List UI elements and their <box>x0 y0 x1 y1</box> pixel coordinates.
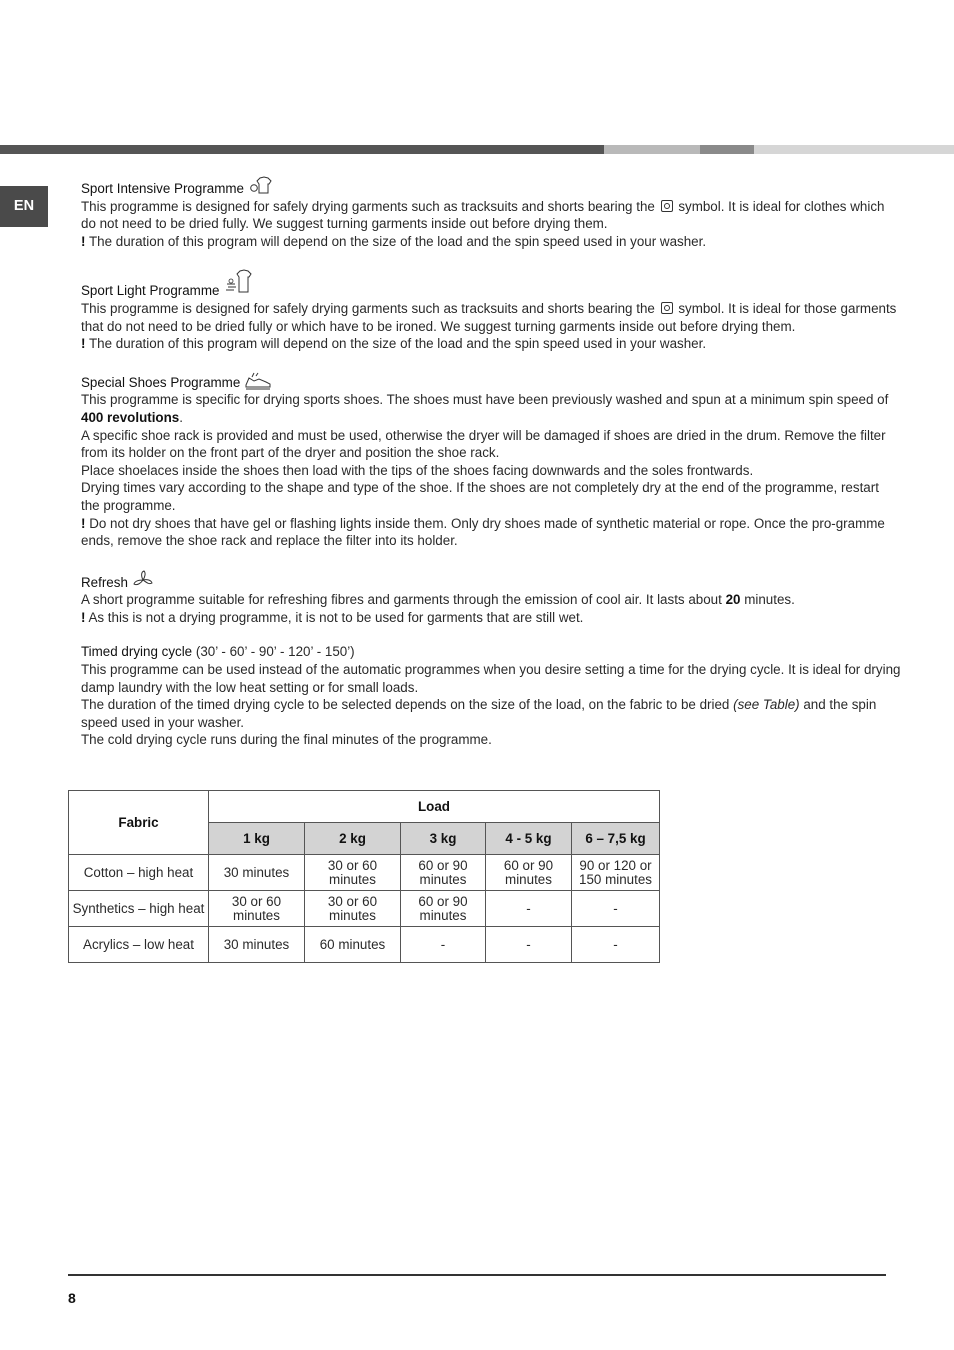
header-color-bar <box>0 145 954 154</box>
header-bar-segment <box>0 145 604 154</box>
table-cell: 30 minutes <box>209 927 305 963</box>
table-cell: 90 or 120 or 150 minutes <box>572 855 660 891</box>
section-paragraph: A specific shoe rack is provided and must be used, otherwise the dryer will be damaged if shoes are dried in the drum. Remove the filter from its holder on the front part of the dryer and position the shoe rack. <box>81 427 886 461</box>
section-refresh <box>81 570 901 627</box>
header-bar-segment <box>604 145 700 154</box>
page-number: 8 <box>68 1290 76 1306</box>
section-sport-intensive <box>81 176 901 250</box>
section-paragraph <box>81 198 901 233</box>
table-header-load-column: 3 kg <box>401 823 486 855</box>
text-run: . <box>179 409 183 425</box>
note-text: As this is not a drying programme, it is not to be used for garments that are still wet. <box>88 609 584 625</box>
section-paragraph: This programme can be used instead of the automatic programmes when you desire setting a time for the drying cycle. It is ideal for drying damp laundry with the low heat setting or for small loads. <box>81 662 901 695</box>
table-cell-fabric: Acrylics – low heat <box>69 927 209 963</box>
section-timed-drying <box>81 643 901 749</box>
section-title: Timed drying cycle <box>81 644 193 660</box>
warning-mark: ! <box>81 336 86 352</box>
table-cell-fabric: Synthetics – high heat <box>69 891 209 927</box>
sport-intensive-shirt-icon <box>248 176 272 196</box>
section-paragraph: Place shoelaces inside the shoes then load with the tips of the shoes facing downwards and the soles frontwards. <box>81 462 754 478</box>
page-content <box>81 176 901 749</box>
italic-reference: (see Table) <box>733 697 800 713</box>
table-row <box>69 855 660 891</box>
header-bar-segment <box>754 145 954 154</box>
section-title: Refresh <box>81 574 128 590</box>
table-cell: - <box>572 891 660 927</box>
text-run: and the spin speed used in your washer. <box>81 697 877 730</box>
section-note <box>81 515 901 550</box>
table-header-load-column: 4 - 5 kg <box>486 823 572 855</box>
section-heading <box>81 176 901 198</box>
table-cell: - <box>572 927 660 963</box>
warning-mark: ! <box>81 233 86 249</box>
dryer-care-symbol-icon <box>661 302 673 314</box>
table-cell: 60 minutes <box>305 927 401 963</box>
table-cell: 60 or 90 minutes <box>401 855 486 891</box>
section-title: Sport Light Programme <box>81 283 220 299</box>
section-paragraph: The cold drying cycle runs during the final minutes of the programme. <box>81 732 492 748</box>
bold-value: 20 <box>725 592 741 608</box>
note-text: The duration of this program will depend on the size of the load and the spin speed used in your washer. <box>88 336 707 352</box>
language-tab: EN <box>0 186 48 227</box>
table-cell: 60 or 90 minutes <box>486 855 572 891</box>
text-run: This programme is designed for safely drying garments such as tracksuits and shorts bearing the <box>81 300 655 316</box>
warning-mark: ! <box>81 515 86 531</box>
sport-light-shirt-icon <box>223 268 253 296</box>
header-bar-segment <box>700 145 754 154</box>
text-run: minutes. <box>744 592 795 608</box>
section-note <box>81 609 901 627</box>
section-paragraph <box>81 696 901 731</box>
table-cell: 60 or 90 minutes <box>401 891 486 927</box>
fan-icon <box>132 570 154 590</box>
table-row <box>69 891 660 927</box>
note-text: The duration of this program will depend on the size of the load and the spin speed used in your washer. <box>88 233 707 249</box>
table-header-fabric: Fabric <box>69 791 209 855</box>
section-heading <box>81 570 901 592</box>
section-title: Sport Intensive Programme <box>81 181 244 196</box>
section-note <box>81 335 901 353</box>
section-paragraph <box>81 391 901 426</box>
text-run: symbol. It is ideal for clothes which do not need to be dried fully. We suggest turning garments inside out before drying them. <box>81 198 885 232</box>
text-run: This programme is designed for safely drying garments such as tracksuits and shorts bearing the <box>81 198 655 214</box>
table-header-load-column: 1 kg <box>209 823 305 855</box>
table-cell: - <box>486 927 572 963</box>
drying-time-table <box>68 790 660 963</box>
table-cell: - <box>401 927 486 963</box>
table-cell: 30 or 60 minutes <box>305 855 401 891</box>
text-run: A short programme suitable for refreshing fibres and garments through the emission of cool air. It lasts about <box>81 592 722 608</box>
section-note <box>81 233 901 251</box>
section-heading <box>81 643 901 661</box>
table-header-load-column: 6 – 7,5 kg <box>572 823 660 855</box>
section-heading <box>81 268 901 300</box>
section-paragraph <box>81 300 901 335</box>
warning-mark: ! <box>81 609 86 625</box>
section-heading <box>81 372 901 392</box>
table-row <box>69 927 660 963</box>
section-title-sub: (30’ - 60’ - 90’ - 120’ - 150’) <box>195 644 355 660</box>
section-title: Special Shoes Programme <box>81 374 241 390</box>
text-run: This programme is specific for drying sports shoes. The shoes must have been previously washed and spun at a minimum spin speed of <box>81 392 889 408</box>
shoe-icon <box>244 372 272 390</box>
text-run: symbol. It is ideal for those garments that do not need to be dried fully or which have to be ironed. We suggest turning garments inside out before drying them. <box>81 300 897 334</box>
table-cell: 30 minutes <box>209 855 305 891</box>
section-paragraph: Drying times vary according to the shape and type of the shoe. If the shoes are not completely dry at the end of the programme, restart the programme. <box>81 480 879 513</box>
footer-rule <box>68 1274 886 1276</box>
table-cell: 30 or 60 minutes <box>305 891 401 927</box>
section-paragraph <box>81 591 901 609</box>
section-special-shoes <box>81 372 901 550</box>
table-header-load-column: 2 kg <box>305 823 401 855</box>
table-cell-fabric: Cotton – high heat <box>69 855 209 891</box>
bold-value: 400 revolutions <box>81 409 180 425</box>
table-cell: - <box>486 891 572 927</box>
text-run: The duration of the timed drying cycle to be selected depends on the size of the load, on the fabric to be dried <box>81 697 730 713</box>
table-header-load: Load <box>209 791 660 823</box>
note-text: Do not dry shoes that have gel or flashing lights inside them. Only dry shoes made of synthetic material or rope. Once the pro-gramme ends, remove the shoe rack and replace the filter into its holder. <box>81 515 885 549</box>
table-cell: 30 or 60 minutes <box>209 891 305 927</box>
section-sport-light <box>81 268 901 352</box>
dryer-care-symbol-icon <box>661 200 673 212</box>
